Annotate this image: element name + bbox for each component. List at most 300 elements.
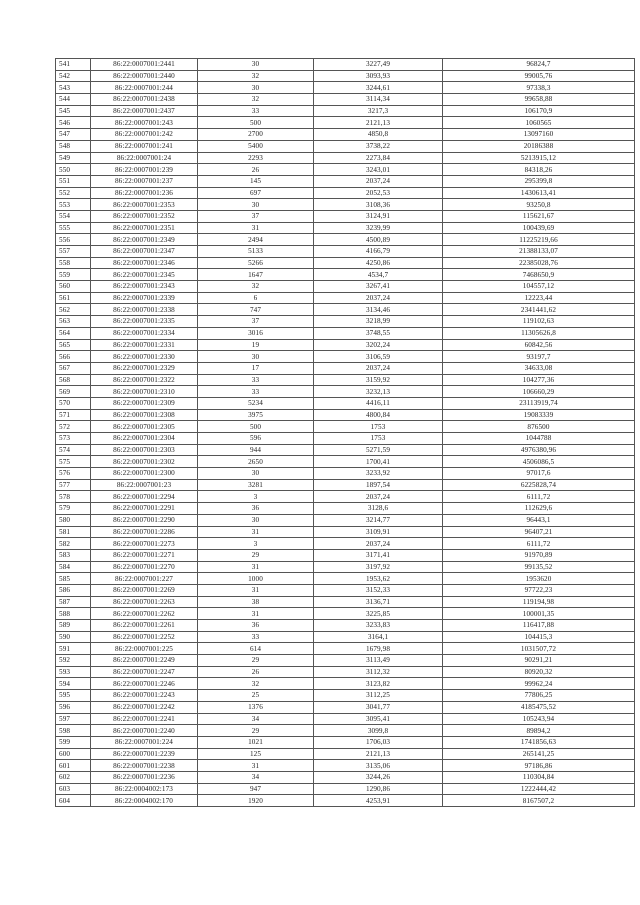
- specific-value-cell: 4416,11: [314, 397, 443, 409]
- area-cell: 1376: [198, 701, 314, 713]
- area-cell: 1021: [198, 736, 314, 748]
- cadastral-value-cell: 265141,25: [443, 748, 635, 760]
- row-number-cell: 573: [56, 433, 91, 445]
- area-cell: 33: [198, 374, 314, 386]
- cadastral-number-cell: 86:22:0007001:2270: [91, 561, 198, 573]
- row-number-cell: 588: [56, 608, 91, 620]
- cadastral-value-cell: 295399,8: [443, 175, 635, 187]
- cadastral-number-cell: 86:22:0007001:2309: [91, 397, 198, 409]
- row-number-cell: 593: [56, 666, 91, 678]
- area-cell: 6: [198, 292, 314, 304]
- specific-value-cell: 1753: [314, 433, 443, 445]
- specific-value-cell: 3244,26: [314, 771, 443, 783]
- cadastral-number-cell: 86:22:0007001:2345: [91, 269, 198, 281]
- cadastral-value-cell: 97722,23: [443, 584, 635, 596]
- area-cell: 125: [198, 748, 314, 760]
- table-row: [56, 94, 635, 106]
- cadastral-number-cell: 86:22:0007001:2303: [91, 444, 198, 456]
- specific-value-cell: 3217,3: [314, 105, 443, 117]
- cadastral-number-cell: 86:22:0007001:2437: [91, 105, 198, 117]
- specific-value-cell: 3041,77: [314, 701, 443, 713]
- row-number-cell: 560: [56, 281, 91, 293]
- table-row: [56, 468, 635, 480]
- area-cell: 2700: [198, 129, 314, 141]
- row-number-cell: 569: [56, 386, 91, 398]
- specific-value-cell: 3232,13: [314, 386, 443, 398]
- specific-value-cell: 4534,7: [314, 269, 443, 281]
- specific-value-cell: 1290,86: [314, 783, 443, 795]
- area-cell: 31: [198, 608, 314, 620]
- area-cell: 145: [198, 175, 314, 187]
- specific-value-cell: 3225,85: [314, 608, 443, 620]
- specific-value-cell: 3202,24: [314, 339, 443, 351]
- table-row: [56, 246, 635, 258]
- cadastral-number-cell: 86:22:0007001:24: [91, 152, 198, 164]
- row-number-cell: 600: [56, 748, 91, 760]
- table-row: [56, 187, 635, 199]
- row-number-cell: 575: [56, 456, 91, 468]
- cadastral-value-cell: 11225219,66: [443, 234, 635, 246]
- area-cell: 32: [198, 678, 314, 690]
- table-body: [56, 59, 635, 807]
- row-number-cell: 543: [56, 82, 91, 94]
- specific-value-cell: 3267,41: [314, 281, 443, 293]
- table-row: [56, 456, 635, 468]
- cadastral-number-cell: 86:22:0007001:2331: [91, 339, 198, 351]
- cadastral-value-cell: 4185475,52: [443, 701, 635, 713]
- area-cell: 36: [198, 503, 314, 515]
- table-row: [56, 725, 635, 737]
- cadastral-number-cell: 86:22:0007001:2273: [91, 538, 198, 550]
- cadastral-value-cell: 34633,08: [443, 362, 635, 374]
- area-cell: 30: [198, 82, 314, 94]
- specific-value-cell: 1753: [314, 421, 443, 433]
- cadastral-value-cell: 99135,52: [443, 561, 635, 573]
- specific-value-cell: 3099,8: [314, 725, 443, 737]
- cadastral-number-cell: 86:22:0007001:2339: [91, 292, 198, 304]
- area-cell: 37: [198, 210, 314, 222]
- table-row: [56, 257, 635, 269]
- row-number-cell: 549: [56, 152, 91, 164]
- cadastral-value-cell: 106170,9: [443, 105, 635, 117]
- specific-value-cell: 3218,99: [314, 316, 443, 328]
- cadastral-value-cell: 1741856,63: [443, 736, 635, 748]
- cadastral-number-cell: 86:22:0007001:2322: [91, 374, 198, 386]
- table-row: [56, 690, 635, 702]
- cadastral-value-cell: 112629,6: [443, 503, 635, 515]
- area-cell: 31: [198, 561, 314, 573]
- area-cell: 30: [198, 468, 314, 480]
- table-row: [56, 526, 635, 538]
- row-number-cell: 574: [56, 444, 91, 456]
- table-row: [56, 479, 635, 491]
- row-number-cell: 592: [56, 655, 91, 667]
- cadastral-value-cell: 7468650,9: [443, 269, 635, 281]
- area-cell: 34: [198, 771, 314, 783]
- area-cell: 37: [198, 316, 314, 328]
- cadastral-value-cell: 1031507,72: [443, 643, 635, 655]
- cadastral-number-cell: 86:22:0007001:2440: [91, 70, 198, 82]
- table-row: [56, 433, 635, 445]
- row-number-cell: 546: [56, 117, 91, 129]
- specific-value-cell: 3109,91: [314, 526, 443, 538]
- specific-value-cell: 2037,24: [314, 491, 443, 503]
- cadastral-number-cell: 86:22:0007001:2236: [91, 771, 198, 783]
- table-row: [56, 70, 635, 82]
- cadastral-value-cell: 99005,76: [443, 70, 635, 82]
- table-row: [56, 584, 635, 596]
- table-row: [56, 655, 635, 667]
- area-cell: 3016: [198, 327, 314, 339]
- cadastral-number-cell: 86:22:0007001:2263: [91, 596, 198, 608]
- cadastral-number-cell: 86:22:0007001:236: [91, 187, 198, 199]
- row-number-cell: 554: [56, 210, 91, 222]
- table-row: [56, 514, 635, 526]
- cadastral-number-cell: 86:22:0007001:2242: [91, 701, 198, 713]
- cadastral-value-cell: 60842,56: [443, 339, 635, 351]
- cadastral-number-cell: 86:22:0007001:2291: [91, 503, 198, 515]
- specific-value-cell: 1706,03: [314, 736, 443, 748]
- specific-value-cell: 3106,59: [314, 351, 443, 363]
- cadastral-number-cell: 86:22:0007001:2441: [91, 59, 198, 71]
- specific-value-cell: 2052,53: [314, 187, 443, 199]
- area-cell: 947: [198, 783, 314, 795]
- row-number-cell: 571: [56, 409, 91, 421]
- area-cell: 1920: [198, 795, 314, 807]
- cadastral-number-cell: 86:22:0007001:2286: [91, 526, 198, 538]
- row-number-cell: 596: [56, 701, 91, 713]
- row-number-cell: 558: [56, 257, 91, 269]
- cadastral-value-cell: 22385028,76: [443, 257, 635, 269]
- specific-value-cell: 1700,41: [314, 456, 443, 468]
- row-number-cell: 565: [56, 339, 91, 351]
- cadastral-value-cell: 2341441,62: [443, 304, 635, 316]
- specific-value-cell: 4253,91: [314, 795, 443, 807]
- area-cell: 38: [198, 596, 314, 608]
- table-row: [56, 351, 635, 363]
- row-number-cell: 570: [56, 397, 91, 409]
- row-number-cell: 561: [56, 292, 91, 304]
- cadastral-number-cell: 86:22:0007001:2294: [91, 491, 198, 503]
- row-number-cell: 598: [56, 725, 91, 737]
- specific-value-cell: 3244,61: [314, 82, 443, 94]
- table-row: [56, 362, 635, 374]
- cadastral-number-cell: 86:22:0007001:2329: [91, 362, 198, 374]
- row-number-cell: 587: [56, 596, 91, 608]
- area-cell: 31: [198, 584, 314, 596]
- specific-value-cell: 1897,54: [314, 479, 443, 491]
- specific-value-cell: 3112,32: [314, 666, 443, 678]
- specific-value-cell: 3112,25: [314, 690, 443, 702]
- table-row: [56, 771, 635, 783]
- cadastral-value-cell: 97186,86: [443, 760, 635, 772]
- table-row: [56, 666, 635, 678]
- specific-value-cell: 3124,91: [314, 210, 443, 222]
- table-row: [56, 82, 635, 94]
- cadastral-value-cell: 1953620: [443, 573, 635, 585]
- row-number-cell: 564: [56, 327, 91, 339]
- specific-value-cell: 3123,82: [314, 678, 443, 690]
- table-row: [56, 269, 635, 281]
- specific-value-cell: 3113,49: [314, 655, 443, 667]
- cadastral-value-cell: 97338,3: [443, 82, 635, 94]
- area-cell: 32: [198, 70, 314, 82]
- specific-value-cell: 3114,34: [314, 94, 443, 106]
- table-row: [56, 222, 635, 234]
- row-number-cell: 555: [56, 222, 91, 234]
- specific-value-cell: 3134,46: [314, 304, 443, 316]
- specific-value-cell: 4166,79: [314, 246, 443, 258]
- table-row: [56, 164, 635, 176]
- cadastral-number-cell: 86:22:0007001:2438: [91, 94, 198, 106]
- area-cell: 32: [198, 94, 314, 106]
- row-number-cell: 576: [56, 468, 91, 480]
- cadastral-value-cell: 104277,36: [443, 374, 635, 386]
- row-number-cell: 594: [56, 678, 91, 690]
- cadastral-value-cell: 91970,89: [443, 549, 635, 561]
- cadastral-number-cell: 86:22:0007001:2330: [91, 351, 198, 363]
- table-row: [56, 748, 635, 760]
- area-cell: 500: [198, 117, 314, 129]
- table-row: [56, 210, 635, 222]
- specific-value-cell: 3243,01: [314, 164, 443, 176]
- specific-value-cell: 3136,71: [314, 596, 443, 608]
- table-row: [56, 327, 635, 339]
- cadastral-value-cell: 876500: [443, 421, 635, 433]
- row-number-cell: 562: [56, 304, 91, 316]
- cadastral-value-cell: 11305626,8: [443, 327, 635, 339]
- specific-value-cell: 3197,92: [314, 561, 443, 573]
- table-row: [56, 292, 635, 304]
- area-cell: 1647: [198, 269, 314, 281]
- area-cell: 747: [198, 304, 314, 316]
- area-cell: 25: [198, 690, 314, 702]
- table-row: [56, 631, 635, 643]
- cadastral-number-cell: 86:22:0007001:2290: [91, 514, 198, 526]
- row-number-cell: 581: [56, 526, 91, 538]
- row-number-cell: 566: [56, 351, 91, 363]
- specific-value-cell: 3108,36: [314, 199, 443, 211]
- specific-value-cell: 3233,92: [314, 468, 443, 480]
- cadastral-value-cell: 21388133,07: [443, 246, 635, 258]
- cadastral-value-cell: 99658,88: [443, 94, 635, 106]
- table-row: [56, 549, 635, 561]
- cadastral-number-cell: 86:22:0007001:2239: [91, 748, 198, 760]
- area-cell: 34: [198, 713, 314, 725]
- area-cell: 30: [198, 514, 314, 526]
- cadastral-value-cell: 6111,72: [443, 538, 635, 550]
- cadastral-number-cell: 86:22:0007001:2252: [91, 631, 198, 643]
- row-number-cell: 550: [56, 164, 91, 176]
- row-number-cell: 604: [56, 795, 91, 807]
- area-cell: 29: [198, 655, 314, 667]
- cadastral-value-table: [55, 58, 635, 807]
- cadastral-number-cell: 86:22:0007001:227: [91, 573, 198, 585]
- cadastral-value-cell: 77806,25: [443, 690, 635, 702]
- cadastral-number-cell: 86:22:0007001:2304: [91, 433, 198, 445]
- row-number-cell: 591: [56, 643, 91, 655]
- cadastral-value-cell: 97017,6: [443, 468, 635, 480]
- cadastral-value-cell: 100439,69: [443, 222, 635, 234]
- row-number-cell: 567: [56, 362, 91, 374]
- area-cell: 3281: [198, 479, 314, 491]
- area-cell: 36: [198, 620, 314, 632]
- area-cell: 31: [198, 760, 314, 772]
- row-number-cell: 545: [56, 105, 91, 117]
- table-row: [56, 117, 635, 129]
- cadastral-number-cell: 86:22:0004002:173: [91, 783, 198, 795]
- area-cell: 697: [198, 187, 314, 199]
- table-row: [56, 503, 635, 515]
- area-cell: 5400: [198, 140, 314, 152]
- cadastral-value-cell: 1060565: [443, 117, 635, 129]
- row-number-cell: 586: [56, 584, 91, 596]
- cadastral-number-cell: 86:22:0007001:2243: [91, 690, 198, 702]
- row-number-cell: 602: [56, 771, 91, 783]
- specific-value-cell: 3164,1: [314, 631, 443, 643]
- specific-value-cell: 3233,83: [314, 620, 443, 632]
- specific-value-cell: 2121,13: [314, 748, 443, 760]
- cadastral-value-cell: 6111,72: [443, 491, 635, 503]
- cadastral-number-cell: 86:22:0007001:242: [91, 129, 198, 141]
- specific-value-cell: 3135,06: [314, 760, 443, 772]
- area-cell: 500: [198, 421, 314, 433]
- area-cell: 5234: [198, 397, 314, 409]
- table-row: [56, 678, 635, 690]
- row-number-cell: 578: [56, 491, 91, 503]
- specific-value-cell: 3214,77: [314, 514, 443, 526]
- specific-value-cell: 3239,99: [314, 222, 443, 234]
- row-number-cell: 553: [56, 199, 91, 211]
- specific-value-cell: 2273,84: [314, 152, 443, 164]
- specific-value-cell: 3093,93: [314, 70, 443, 82]
- cadastral-value-cell: 89894,2: [443, 725, 635, 737]
- cadastral-number-cell: 86:22:0007001:2241: [91, 713, 198, 725]
- area-cell: 19: [198, 339, 314, 351]
- cadastral-number-cell: 86:22:0007001:2310: [91, 386, 198, 398]
- row-number-cell: 572: [56, 421, 91, 433]
- cadastral-number-cell: 86:22:0007001:2261: [91, 620, 198, 632]
- table-row: [56, 386, 635, 398]
- cadastral-number-cell: 86:22:0007001:2240: [91, 725, 198, 737]
- cadastral-value-cell: 96443,1: [443, 514, 635, 526]
- cadastral-value-cell: 104415,3: [443, 631, 635, 643]
- cadastral-value-cell: 12223,44: [443, 292, 635, 304]
- cadastral-number-cell: 86:22:0007001:2335: [91, 316, 198, 328]
- cadastral-value-cell: 105243,94: [443, 713, 635, 725]
- row-number-cell: 583: [56, 549, 91, 561]
- specific-value-cell: 3227,49: [314, 59, 443, 71]
- table-row: [56, 199, 635, 211]
- table-row: [56, 234, 635, 246]
- table-row: [56, 736, 635, 748]
- specific-value-cell: 3748,55: [314, 327, 443, 339]
- row-number-cell: 559: [56, 269, 91, 281]
- specific-value-cell: 3095,41: [314, 713, 443, 725]
- area-cell: 5133: [198, 246, 314, 258]
- row-number-cell: 547: [56, 129, 91, 141]
- area-cell: 2293: [198, 152, 314, 164]
- cadastral-value-cell: 99962,24: [443, 678, 635, 690]
- cadastral-value-cell: 106660,29: [443, 386, 635, 398]
- cadastral-number-cell: 86:22:0007001:2349: [91, 234, 198, 246]
- cadastral-number-cell: 86:22:0007001:225: [91, 643, 198, 655]
- row-number-cell: 556: [56, 234, 91, 246]
- cadastral-number-cell: 86:22:0007001:243: [91, 117, 198, 129]
- cadastral-number-cell: 86:22:0007001:2246: [91, 678, 198, 690]
- cadastral-number-cell: 86:22:0004002:170: [91, 795, 198, 807]
- table-row: [56, 561, 635, 573]
- table-row: [56, 444, 635, 456]
- row-number-cell: 582: [56, 538, 91, 550]
- area-cell: 3: [198, 491, 314, 503]
- cadastral-value-cell: 5213915,12: [443, 152, 635, 164]
- cadastral-number-cell: 86:22:0007001:2269: [91, 584, 198, 596]
- cadastral-value-cell: 115621,67: [443, 210, 635, 222]
- cadastral-number-cell: 86:22:0007001:2238: [91, 760, 198, 772]
- table-row: [56, 105, 635, 117]
- cadastral-number-cell: 86:22:0007001:244: [91, 82, 198, 94]
- cadastral-number-cell: 86:22:0007001:2305: [91, 421, 198, 433]
- area-cell: 5266: [198, 257, 314, 269]
- cadastral-value-cell: 116417,88: [443, 620, 635, 632]
- table-row: [56, 573, 635, 585]
- specific-value-cell: 4250,86: [314, 257, 443, 269]
- table-row: [56, 397, 635, 409]
- row-number-cell: 584: [56, 561, 91, 573]
- cadastral-value-cell: 23113919,74: [443, 397, 635, 409]
- specific-value-cell: 3171,41: [314, 549, 443, 561]
- row-number-cell: 580: [56, 514, 91, 526]
- row-number-cell: 590: [56, 631, 91, 643]
- table-row: [56, 339, 635, 351]
- table-row: [56, 713, 635, 725]
- cadastral-value-cell: 110304,84: [443, 771, 635, 783]
- row-number-cell: 601: [56, 760, 91, 772]
- specific-value-cell: 2037,24: [314, 175, 443, 187]
- table-row: [56, 795, 635, 807]
- cadastral-number-cell: 86:22:0007001:2346: [91, 257, 198, 269]
- table-row: [56, 643, 635, 655]
- area-cell: 2494: [198, 234, 314, 246]
- cadastral-value-cell: 80920,32: [443, 666, 635, 678]
- row-number-cell: 599: [56, 736, 91, 748]
- specific-value-cell: 4800,84: [314, 409, 443, 421]
- cadastral-value-cell: 84318,26: [443, 164, 635, 176]
- table-row: [56, 316, 635, 328]
- table-row: [56, 596, 635, 608]
- area-cell: 30: [198, 199, 314, 211]
- cadastral-number-cell: 86:22:0007001:2249: [91, 655, 198, 667]
- cadastral-number-cell: 86:22:0007001:2351: [91, 222, 198, 234]
- area-cell: 3975: [198, 409, 314, 421]
- cadastral-value-cell: 8167507,2: [443, 795, 635, 807]
- table-row: [56, 304, 635, 316]
- area-cell: 1000: [198, 573, 314, 585]
- specific-value-cell: 1953,62: [314, 573, 443, 585]
- cadastral-number-cell: 86:22:0007001:2338: [91, 304, 198, 316]
- row-number-cell: 568: [56, 374, 91, 386]
- table-row: [56, 491, 635, 503]
- row-number-cell: 597: [56, 713, 91, 725]
- cadastral-value-cell: 1044788: [443, 433, 635, 445]
- cadastral-value-cell: 119102,63: [443, 316, 635, 328]
- cadastral-number-cell: 86:22:0007001:2343: [91, 281, 198, 293]
- table-row: [56, 140, 635, 152]
- cadastral-number-cell: 86:22:0007001:224: [91, 736, 198, 748]
- area-cell: 26: [198, 666, 314, 678]
- table-row: [56, 538, 635, 550]
